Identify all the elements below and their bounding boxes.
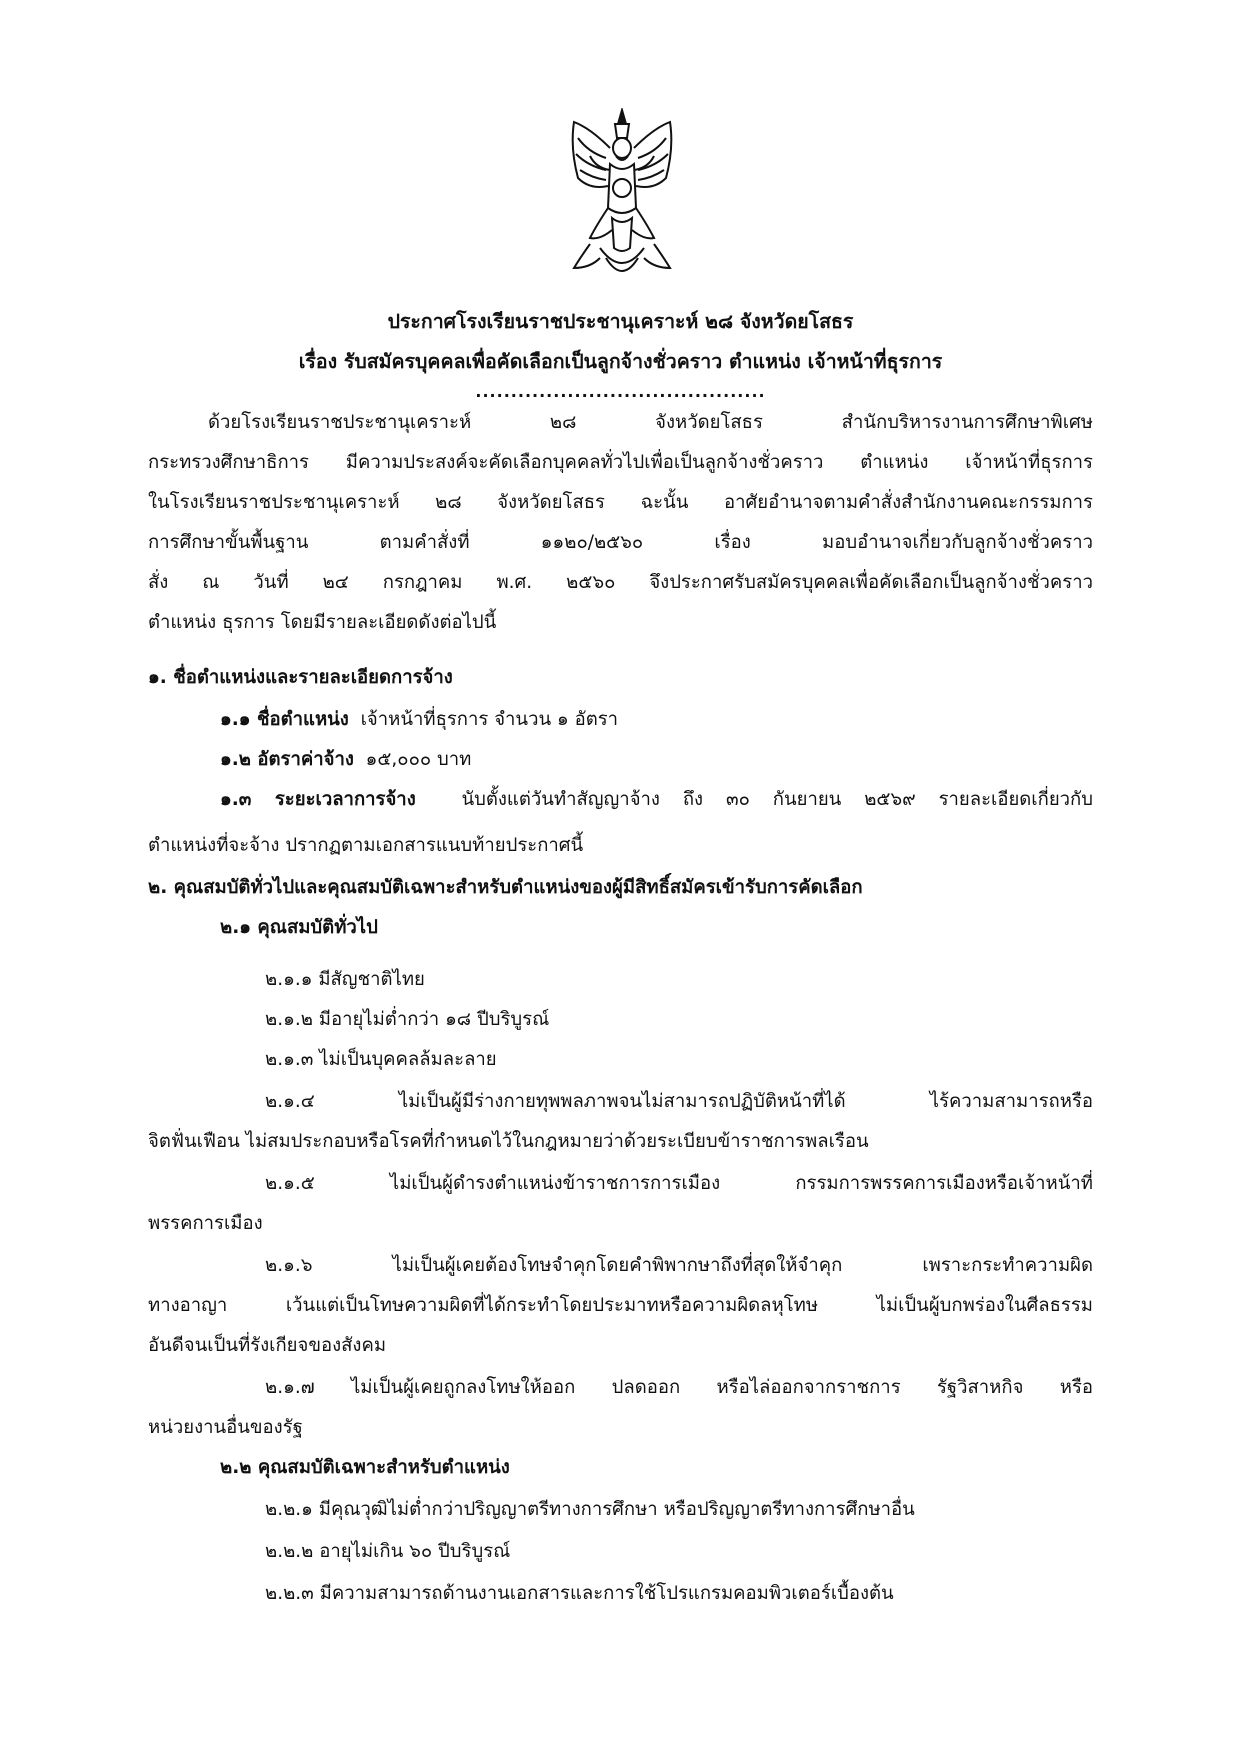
section1-1-label: ๑.๑ ชื่อตำแหน่ง <box>220 709 349 730</box>
section2-1-5-b: พรรคการเมือง <box>148 1213 263 1234</box>
section1-2-label: ๑.๒ อัตราค่าจ้าง <box>220 749 354 770</box>
section1-3-label: ๑.๓ ระยะเวลาการจ้าง <box>220 789 416 810</box>
garuda-emblem-icon <box>560 108 684 288</box>
document-title: ประกาศโรงเรียนราชประชานุเคราะห์ ๒๘ จังหวัดยโสธร <box>387 310 854 333</box>
section2-1-1: ๒.๑.๑ มีสัญชาติไทย <box>265 969 425 990</box>
section2-1-4-a: ๒.๑.๔ ไม่เป็นผู้มีร่างกายทุพพลภาพจนไม่สามารถปฏิบัติหน้าที่ได้ ไร้ความสามารถหรือ <box>265 1091 1093 1112</box>
section2-1-7-b: หน่วยงานอื่นของรัฐ <box>148 1417 303 1438</box>
section2-1-2: ๒.๑.๒ มีอายุไม่ต่ำกว่า ๑๘ ปีบริบูรณ์ <box>265 1009 550 1030</box>
section2-1-7-a: ๒.๑.๗ ไม่เป็นผู้เคยถูกลงโทษให้ออก ปลดออก หรือไล่ออกจากราชการ รัฐวิสาหกิจ หรือ <box>265 1377 1093 1398</box>
section2-1-3: ๒.๑.๓ ไม่เป็นบุคคลล้มละลาย <box>265 1049 497 1070</box>
section1-1 <box>220 708 618 732</box>
section2-1-4-b: จิตฟั่นเฟือน ไม่สมประกอบหรือโรคที่กำหนดไว้ในกฎหมายว่าด้วยระเบียบข้าราชการพลเรือน <box>148 1131 869 1152</box>
section1-2-text: ๑๕,๐๐๐ บาท <box>365 749 472 770</box>
intro-line-2: กระทรวงศึกษาธิการ มีความประสงค์จะคัดเลือกบุคคลทั่วไปเพื่อเป็นลูกจ้างชั่วคราว ตำแหน่ง เจ้าหน้าที่ธุรการ <box>148 452 1093 473</box>
section1-2 <box>220 748 471 772</box>
intro-line-4: การศึกษาขั้นพื้นฐาน ตามคำสั่งที่ ๑๑๒๐/๒๕๖๐ เรื่อง มอบอำนาจเกี่ยวกับลูกจ้างชั่วคราว <box>148 532 1093 553</box>
section2-2-3: ๒.๒.๓ มีความสามารถด้านงานเอกสารและการใช้โปรแกรมคอมพิวเตอร์เบื้องต้น <box>265 1583 894 1604</box>
document-header <box>0 302 1241 382</box>
section2-1-heading: ๒.๑ คุณสมบัติทั่วไป <box>220 917 378 938</box>
intro-line-6: ตำแหน่ง ธุรการ โดยมีรายละเอียดดังต่อไปนี้ <box>148 612 497 633</box>
section2-1-5-a: ๒.๑.๕ ไม่เป็นผู้ดำรงตำแหน่งข้าราชการการเมือง กรรมการพรรคการเมืองหรือเจ้าหน้าที่ <box>265 1173 1093 1194</box>
section2-2-1: ๒.๒.๑ มีคุณวุฒิไม่ต่ำกว่าปริญญาตรีทางการศึกษา หรือปริญญาตรีทางการศึกษาอื่น <box>265 1499 915 1520</box>
section1-1-text: เจ้าหน้าที่ธุรการ จำนวน ๑ อัตรา <box>360 709 619 730</box>
section2-2-heading: ๒.๒ คุณสมบัติเฉพาะสำหรับตำแหน่ง <box>220 1457 510 1478</box>
section2-2-2: ๒.๒.๒ อายุไม่เกิน ๖๐ ปีบริบูรณ์ <box>265 1541 511 1562</box>
section2-heading: ๒. คุณสมบัติทั่วไปและคุณสมบัติเฉพาะสำหรับตำแหน่งของผู้มีสิทธิ์สมัครเข้ารับการคัดเลือก <box>148 877 863 898</box>
intro-line-5: สั่ง ณ วันที่ ๒๔ กรกฎาคม พ.ศ. ๒๕๖๐ จึงประกาศรับสมัครบุคคลเพื่อคัดเลือกเป็นลูกจ้างชั่วคราว <box>148 572 1093 593</box>
section2-1-6-c: อันดีจนเป็นที่รังเกียจของสังคม <box>148 1335 387 1356</box>
section2-1-6-a: ๒.๑.๖ ไม่เป็นผู้เคยต้องโทษจำคุกโดยคำพิพากษาถึงที่สุดให้จำคุก เพราะกระทำความผิด <box>265 1255 1093 1276</box>
section1-3 <box>220 788 1093 812</box>
section1-3-text: นับตั้งแต่วันทำสัญญาจ้าง ถึง ๓๐ กันยายน ๒๕๖๙ รายละเอียดเกี่ยวกับ <box>461 789 1093 810</box>
section2-1-6-b: ทางอาญา เว้นแต่เป็นโทษความผิดที่ได้กระทำโดยประมาทหรือความผิดลหุโทษ ไม่เป็นผู้บกพร่องในศีลธรรม <box>148 1295 1093 1316</box>
section1-heading: ๑. ชื่อตำแหน่งและรายละเอียดการจ้าง <box>148 667 453 688</box>
intro-line-1: ด้วยโรงเรียนราชประชานุเคราะห์ ๒๘ จังหวัดยโสธร สำนักบริหารงานการศึกษาพิเศษ <box>208 412 1093 433</box>
section1-3-cont: ตำแหน่งที่จะจ้าง ปรากฏตามเอกสารแนบท้ายประกาศนี้ <box>148 835 584 856</box>
intro-line-3: ในโรงเรียนราชประชานุเคราะห์ ๒๘ จังหวัดยโสธร ฉะนั้น อาศัยอำนาจตามคำสั่งสำนักงานคณะกรรมการ <box>148 492 1093 513</box>
title-divider: ......................................... <box>475 382 766 401</box>
document-subject: เรื่อง รับสมัครบุคคลเพื่อคัดเลือกเป็นลูกจ้างชั่วคราว ตำแหน่ง เจ้าหน้าที่ธุรการ <box>298 350 943 373</box>
